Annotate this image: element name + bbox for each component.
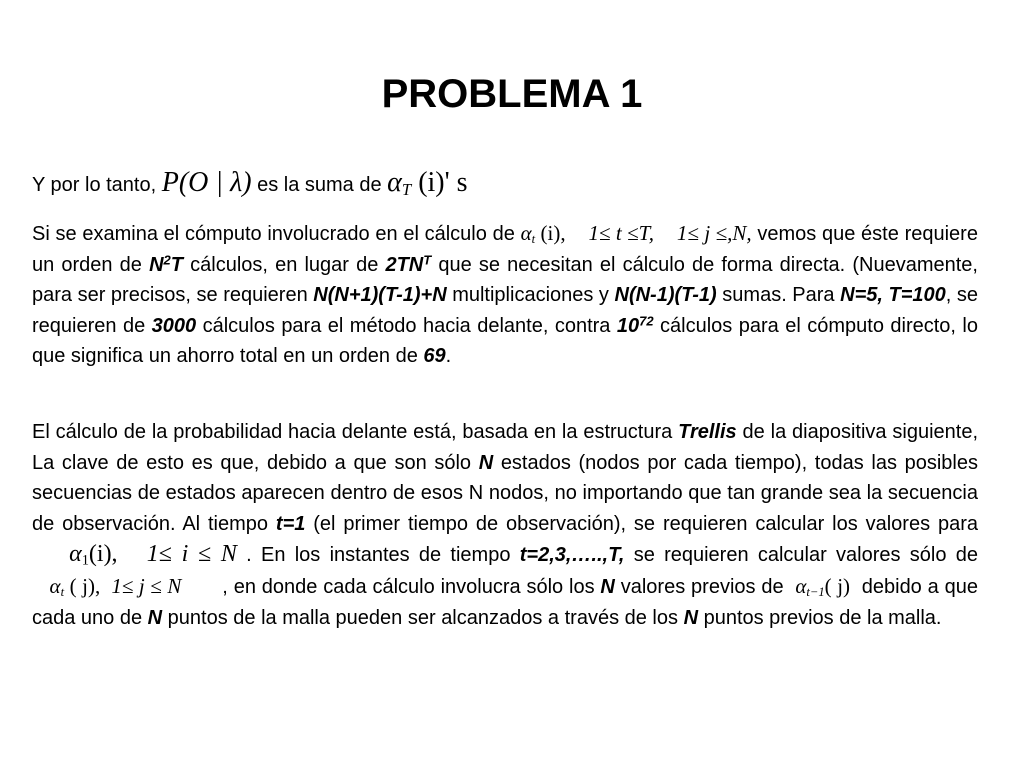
p1-text-4: que se necesitan el cálculo de forma directa. (Nuevamente, para ser precisos, se requieren <box>32 253 978 307</box>
p2-text-11: puntos previos de la malla. <box>703 606 942 629</box>
formula-j-range: 1≤ j ≤,N, <box>676 221 752 245</box>
alpha-range: 1≤ j ≤ N <box>111 573 182 598</box>
p1-text-9: cálculos para el cómputo directo, lo que significa un ahorro total en un orden de <box>32 314 978 368</box>
order-2tnt-base: 2TN <box>385 253 424 276</box>
n-points: N <box>147 606 163 629</box>
sums-formula: N(N-1)(T-1) <box>614 284 717 307</box>
alpha-symbol: α <box>49 573 61 598</box>
formula-t-range: 1≤ t ≤T, <box>588 221 655 245</box>
p2-text-5: . En los instantes de tiempo <box>246 544 520 567</box>
p1-text-8: cálculos para el método hacia delante, contra <box>202 314 617 337</box>
formula-alpha-t-j <box>50 574 182 598</box>
order-n2t-exp: 2 <box>163 252 171 268</box>
intro-line <box>32 168 978 201</box>
p2-text-1: El cálculo de la probabilidad hacia delante está, basada en la estructura <box>32 421 679 443</box>
p1-text-1: Si se examina el cómputo involucrado en el cálculo de <box>32 223 521 245</box>
p2-text-6: se requieren calcular valores sólo de <box>633 544 979 567</box>
alpha-subscript: t <box>531 232 536 247</box>
p1-text-6: sumas. Para <box>722 284 841 307</box>
direct-count-exp: 72 <box>639 313 654 329</box>
p2-text-4: (el primer tiempo de observación), se requieren calcular los valores para <box>313 512 978 535</box>
alpha-symbol: α <box>520 221 532 245</box>
p1-text-3: cálculos, en lugar de <box>190 253 386 276</box>
alpha-args: (i), <box>535 221 566 245</box>
n-states: N <box>478 451 494 474</box>
alpha-symbol: α <box>387 167 402 198</box>
alpha-args: (i), <box>88 541 118 568</box>
direct-count <box>617 315 654 337</box>
p1-text-2: vemos que éste requiere un orden de <box>32 223 978 276</box>
alpha-range: 1≤ i ≤ N <box>146 541 237 568</box>
formula-p-o-lambda: P(O | λ) <box>161 167 252 198</box>
time-instants: t=2,3,…..,T, <box>519 544 625 567</box>
intro-text-1: Y por lo tanto, <box>32 174 162 196</box>
alpha-symbol: α <box>69 541 82 568</box>
p2-text-7: , en donde cada cálculo involucra sólo los <box>222 575 601 598</box>
formula-alpha-t-i <box>387 167 467 198</box>
p2-text-10: puntos de la malla pueden ser alcanzados a través de los <box>167 606 684 629</box>
paragraph-trellis <box>32 417 978 633</box>
alpha-subscript: t <box>60 585 65 600</box>
t-equals-1: t=1 <box>275 512 306 535</box>
forward-count: 3000 <box>151 314 197 337</box>
paragraph-computation <box>32 218 978 372</box>
multiplications-formula: N(N+1)(T-1)+N <box>313 284 447 307</box>
p2-text-8: valores previos de <box>620 575 790 598</box>
formula-alpha-t-minus-1-j <box>795 574 850 598</box>
p2-text-2: de la diapositiva siguiente, La clave de esto es que, debido a que son sólo <box>32 421 978 474</box>
alpha-subscript: T <box>401 180 412 200</box>
p2-text-9: debido a que cada uno de <box>32 575 978 629</box>
p1-text-7: , se requieren de <box>32 284 979 337</box>
savings-order: 69 <box>423 345 446 368</box>
example-params: N=5, T=100 <box>840 284 946 307</box>
p2-text-3: estados (nodos por cada tiempo), todas las posibles secuencias de estados aparecen dentro de esos N nodos, no importando que tan grande sea la secuencia de observación. Al tiempo <box>32 451 978 535</box>
alpha-args: (i)' s <box>411 167 468 198</box>
alpha-subscript: 1 <box>81 552 89 569</box>
page-title: PROBLEMA 1 <box>381 72 643 116</box>
order-n2t-base: N <box>149 253 164 276</box>
trellis-term: Trellis <box>678 421 737 443</box>
n-values: N <box>600 575 615 598</box>
alpha-symbol: α <box>795 573 807 598</box>
formula-alpha-1-i <box>69 541 237 567</box>
p1-text-5: multiplicaciones y <box>452 284 615 307</box>
alpha-args: ( j), <box>64 573 101 598</box>
alpha-subscript: t−1 <box>806 585 825 600</box>
n-previous-points: N <box>683 606 699 629</box>
intro-text-2: es la suma de <box>257 174 388 196</box>
formula-alpha-t-i-inline <box>521 221 566 245</box>
direct-count-base: 10 <box>616 314 640 337</box>
order-2tnt-exp: T <box>423 252 432 268</box>
alpha-args: ( j) <box>824 573 851 598</box>
order-2tnt <box>385 254 431 276</box>
order-n2t-rest: T <box>170 253 183 276</box>
p1-text-10: . <box>445 345 452 368</box>
order-n2t <box>149 254 183 276</box>
